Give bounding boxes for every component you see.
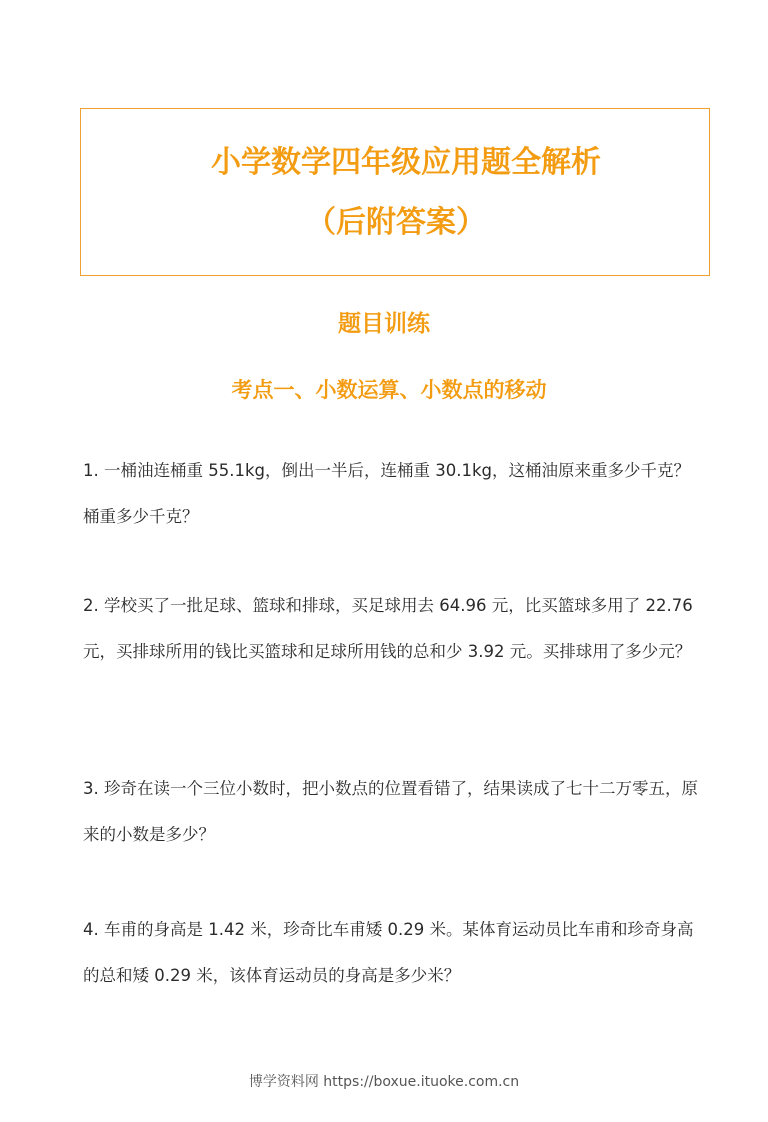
question-4: 4. 车甫的身高是 1.42 米，珍奇比车甫矮 0.29 米。某体育运动员比车甫和珍奇身高的总和矮 0.29 米，该体育运动员的身高是多少米？ (83, 920, 694, 985)
question-3: 3. 珍奇在读一个三位小数时，把小数点的位置看错了，结果读成了七十二万零五，原来的小数是多少？ (83, 779, 698, 844)
question-1: 1. 一桶油连桶重 55.1kg，倒出一半后，连桶重 30.1kg，这桶油原来重多少千克？桶重多少千克？ (83, 461, 691, 526)
document-subtitle: （后附答案） (306, 205, 486, 240)
section-heading: 题目训练 (338, 311, 430, 337)
question-2: 2. 学校买了一批足球、篮球和排球，买足球用去 64.96 元，比买篮球多用了 22.76 元，买排球所用的钱比买篮球和足球所用钱的总和少 3.92 元。买排球用了多少元？ (83, 596, 693, 661)
footer-watermark: 博学资料网 https://boxue.ituoke.com.cn (248, 1074, 520, 1090)
title-box (80, 108, 710, 276)
document-title: 小学数学四年级应用题全解析 (211, 145, 601, 180)
subsection-heading: 考点一、小数运算、小数点的移动 (231, 378, 547, 402)
